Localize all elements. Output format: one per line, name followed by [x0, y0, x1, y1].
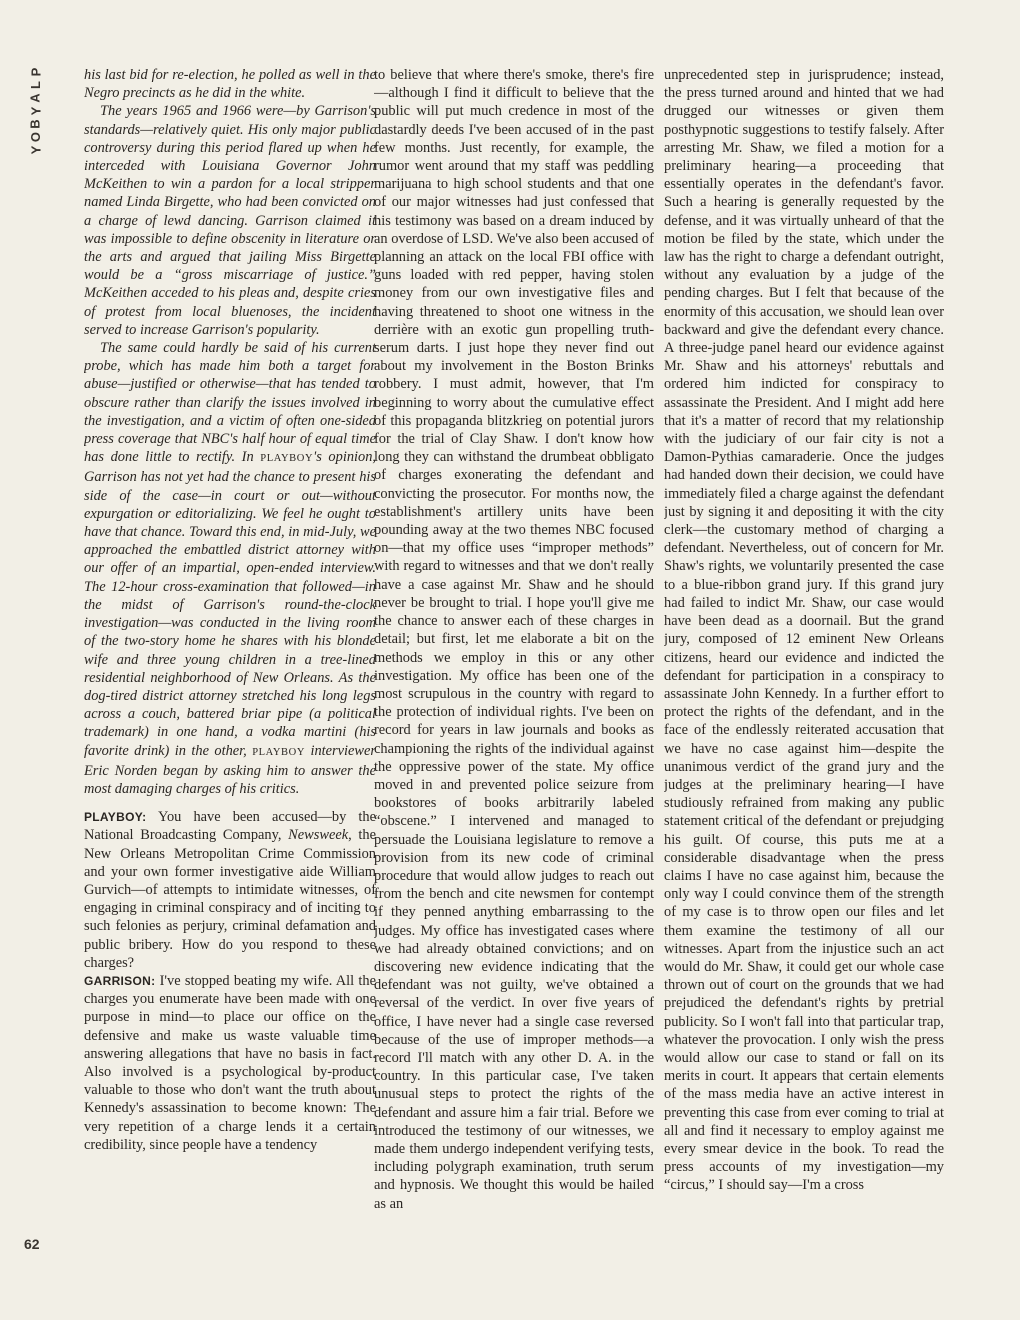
publication-name: Newsweek [288, 827, 349, 844]
intro-paragraph [84, 339, 376, 798]
question-paragraph [84, 808, 376, 972]
playboy-smallcaps: PLAYBOY [260, 453, 314, 465]
masthead-letter: Y [27, 145, 43, 155]
speaker-label: PLAYBOY: [84, 810, 147, 825]
intro-paragraph: his last bid for re-election, he polled as well in the Negro precincts as he did in the white. [84, 67, 376, 102]
playboy-masthead [24, 66, 48, 155]
masthead-letter: L [27, 81, 43, 89]
masthead-letter: P [27, 67, 43, 77]
masthead-letter: A [27, 93, 43, 103]
question-text: , the New Orleans Metropolitan Crime Commission and your own former investigative aide William Gurvich—of attempts to intimidate witnesses, of engaging in criminal conspiracy and of inciting to such felonies as perjury, criminal defamation and public bribery. How do you respond to these charges? [84, 827, 376, 971]
column-1 [84, 66, 376, 1266]
masthead-letter: O [28, 131, 43, 143]
intro-text: The same could hardly be said of his current probe, which has made him both a target for abuse—justified or otherwise—that has tended to obscure rather than clarify the issues involved in the investigation, and a victim of often one-sided press coverage that NBC's half hour of equal time has done little to rectify. In [84, 340, 376, 466]
answer-text: I've stopped beating my wife. All the charges you enumerate have been made with one purpose in mind—to place our office on the defensive and make us waste valuable time answering allegations that have no basis in fact. Also involved is a psychological by-product valuable to those who don't want the truth about Kennedy's assassination to become known: The very repetition of a charge lends it a certain credibility, since people have a tendency [84, 972, 376, 1153]
intro-text: 's opinion, Garrison has not yet had the chance to present his side of the case—in court or out—without expurgation or editorializing. We feel he ought to have that chance. Toward this end, in mid-July, we approached the embattled district attorney with our offer of an impartial, open-ended interview. The 12-hour cross-examination that followed—in the midst of Garrison's round-the-clock investigation—was conducted in the living room of the two-story home he shares with his blonde wife and three young children in a tree-lined residential neighborhood of New Orleans. As the dog-tired district attorney stretched his long legs across a couch, battered briar pipe (a political trademark) in one hand, a vodka martini (his favorite drink) in the other, [84, 449, 376, 759]
intro-text: interviewer Eric Norden began by asking him to answer the most damaging charges of his critics. [84, 742, 376, 797]
column-2 [374, 66, 654, 1266]
playboy-smallcaps: PLAYBOY [252, 746, 306, 758]
answer-paragraph [84, 972, 376, 1154]
masthead-letter: B [27, 119, 43, 129]
masthead-letter: Y [27, 106, 43, 116]
answer-continuation: to believe that where there's smoke, there's fire—although I find it difficult to believe that the public will put much credence in most of the dastardly deeds I've been accused of in the past few months. Just recently, for example, the rumor went around that my staff was peddling marijuana to high school students and that one of our major witnesses had just confessed that his testimony was based on a dream induced by an overdose of LSD. We've also been accused of planning an attack on the local FBI office with guns loaded with red pepper, having stolen money from our own investigative files and having threatened to shoot one witness in the derrière with an exotic gun propelling truth-serum darts. I just hope they never find out about my involvement in the Boston Brinks robbery. I must admit, however, that I'm beginning to worry about the cumulative effect of this propaganda blitzkrieg on potential jurors for the trial of Clay Shaw. I don't know how long they can withstand the drumbeat obbligato of charges exonerating the defendant and convicting the prosecutor. For months now, the establishment's artillery units have been pounding away at the two themes NBC focused on—that my office uses “improper methods” with regard to witnesses and that we don't really have a case against Mr. Shaw and he should never be brought to trial. I hope you'll give me the chance to answer each of these charges in detail; but first, let me elaborate a bit on the methods we employ in this or any other investigation. My office has been one of the most scrupulous in the country with regard to the protection of individual rights. I've been on record for years in law journals and books as championing the rights of the individual against the oppressive power of the state. My office moved in and prevented police seizure from bookstores of books arbitrarily labeled “obscene.” I intervened and managed to persuade the Louisiana legislature to remove a provision from its new code of criminal procedure that would allow judges to reach out from the bench and cite newsmen for contempt if they penned anything embarrassing to the judges. My office has investigated cases where we had already obtained convictions; and on discovering new evidence indicating that the defendant was not guilty, we've obtained a reversal of the verdict. In over five years of office, I have never had a single case reversed because of the use of improper methods—a record I'll match with any other D. A. in the country. In this particular case, I've taken unusual steps to protect the rights of the defendant and assure him a fair trial. Before we introduced the testimony of our witnesses, we made them undergo independent verifying tests, including polygraph examination, truth serum and hypnosis. We thought this would be hailed as an [374, 67, 654, 1212]
page-number: 62 [24, 1236, 40, 1252]
column-3 [664, 66, 944, 1266]
speaker-label: GARRISON: [84, 973, 156, 988]
answer-continuation: unprecedented step in jurisprudence; instead, the press turned around and hinted that we had drugged our witnesses or given them posthypnotic suggestions to testify falsely. After arresting Mr. Shaw, we filed a motion for a preliminary hearing—a proceeding that essentially operates in the defendant's favor. Such a hearing is generally requested by the defense, and it was virtually unheard of that the motion be filed by the state, which under the law has the right to charge a defendant outright, without any evaluation by a judge of the pending charges. But I felt that because of the enormity of this accusation, we should lean over backward and give the defendant every chance. A three-judge panel heard our evidence against Mr. Shaw and his attorneys' rebuttals and ordered him indicted for conspiracy to assassinate the President. And I might add here that it's a matter of record that my relationship with the judiciary of our fair city is not a Damon-Pythias camaraderie. Once the judges had handed down their decision, we could have immediately filed a charge against the defendant just by signing it and depositing it with the city clerk—the customary method of charging a defendant. Nevertheless, out of concern for Mr. Shaw's rights, we voluntarily presented the case to a blue-ribbon grand jury. If this grand jury had failed to indict Mr. Shaw, our case would have been dead as a doornail. But the grand jury, composed of 12 eminent New Orleans citizens, heard our evidence and indicted the defendant for participation in a conspiracy to assassinate John Kennedy. In a further effort to protect the rights of the defendant, and in the face of the endlessly reiterated accusation that we have no case against him—despite the unanimous verdict of the grand jury and the judges at the preliminary hearing—I have studiously refrained from making any public statement critical of the defendant or prejudging his guilt. Of course, this puts me at a considerable disadvantage when the press claims I have no case against him, because the only way I could convince them of the strength of my case is to throw open our files and let them examine the testimony of all our witnesses. Apart from the injustice such an act would do Mr. Shaw, it could get our whole case thrown out of court on the grounds that we had prejudiced the defendant's rights by pretrial publicity. So I won't fall into that particular trap, whatever the provocation. I only wish the press would allow our case to stand or fall on its merits in court. It appears that certain elements of the mass media have an active interest in preventing this case from ever coming to trial at all and find it necessary to employ against me every smear device in the book. To read the press accounts of my investigation—my “circus,” I should say—I'm a cross [664, 67, 944, 1194]
interview-introduction [84, 66, 376, 798]
intro-paragraph: The years 1965 and 1966 were—by Garrison's standards—relatively quiet. His only major public controversy during this period flared up when he interceded with Louisiana Governor John McKeithen to win a pardon for a local stripper named Linda Birgette, who had been convicted on a charge of lewd dancing. Garrison claimed it was impossible to define obscenity in literature or the arts and argued that jailing Miss Birgette would be a “gross miscarriage of justice.” McKeithen acceded to his pleas and, despite cries of protest from local bluenoses, the incident served to increase Garrison's popularity. [84, 103, 376, 338]
question-text: You have been accused—by the National Broadcasting Company, [84, 809, 376, 844]
